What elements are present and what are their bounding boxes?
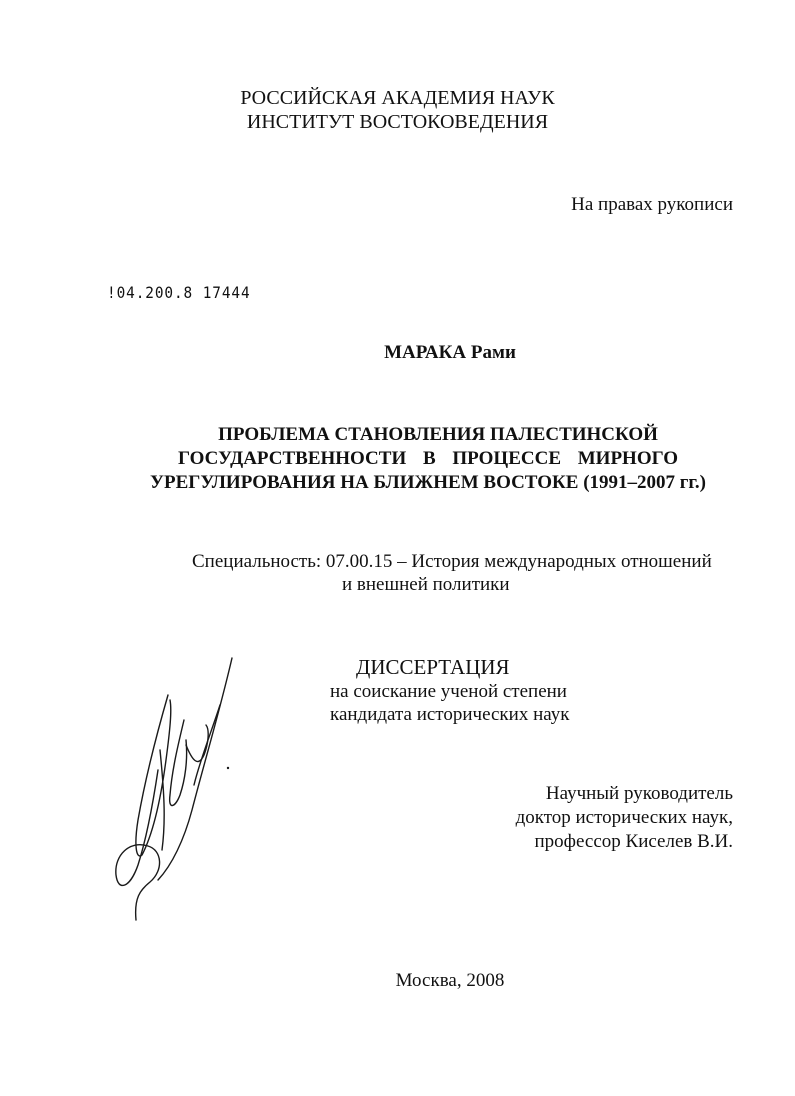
library-stamp-number: !04.200.8 17444 [107, 283, 251, 302]
city-year: Москва, 2008 [395, 970, 505, 991]
academy-name: РОССИЙСКАЯ АКАДЕМИЯ НАУК [240, 87, 555, 109]
degree-line-2: кандидата исторических наук [330, 704, 570, 725]
organization-header [0, 86, 795, 134]
advisor-name: профессор Киселев В.И. [534, 831, 733, 852]
title-line-1: ПРОБЛЕМА СТАНОВЛЕНИЯ ПАЛЕСТИНСКОЙ [218, 424, 658, 445]
institute-name: ИНСТИТУТ ВОСТОКОВЕДЕНИЯ [246, 111, 549, 133]
scientific-advisor [516, 782, 733, 854]
degree-statement [330, 680, 569, 726]
specialty-line-1: Специальность: 07.00.15 – История международных отношений [192, 551, 712, 572]
degree-line-1: на соискание ученой степени [330, 681, 567, 702]
title-line-2: ГОСУДАРСТВЕННОСТИ В ПРОЦЕССЕ МИРНОГО [178, 448, 678, 469]
advisor-role: Научный руководитель [545, 783, 733, 804]
specialty-line-2: и внешней политики [342, 574, 510, 595]
advisor-degree: доктор исторических наук, [515, 807, 733, 828]
handwritten-signature [100, 650, 260, 930]
document-type-heading: ДИССЕРТАЦИЯ [356, 655, 510, 679]
dissertation-title [148, 423, 708, 495]
manuscript-rights-note: На правах рукописи [571, 194, 733, 215]
title-line-3: УРЕГУЛИРОВАНИЯ НА БЛИЖНЕМ ВОСТОКЕ (1991–2007 гг.) [150, 472, 706, 493]
specialty-block [192, 550, 712, 596]
author-name: МАРАКА Рами [384, 342, 516, 363]
